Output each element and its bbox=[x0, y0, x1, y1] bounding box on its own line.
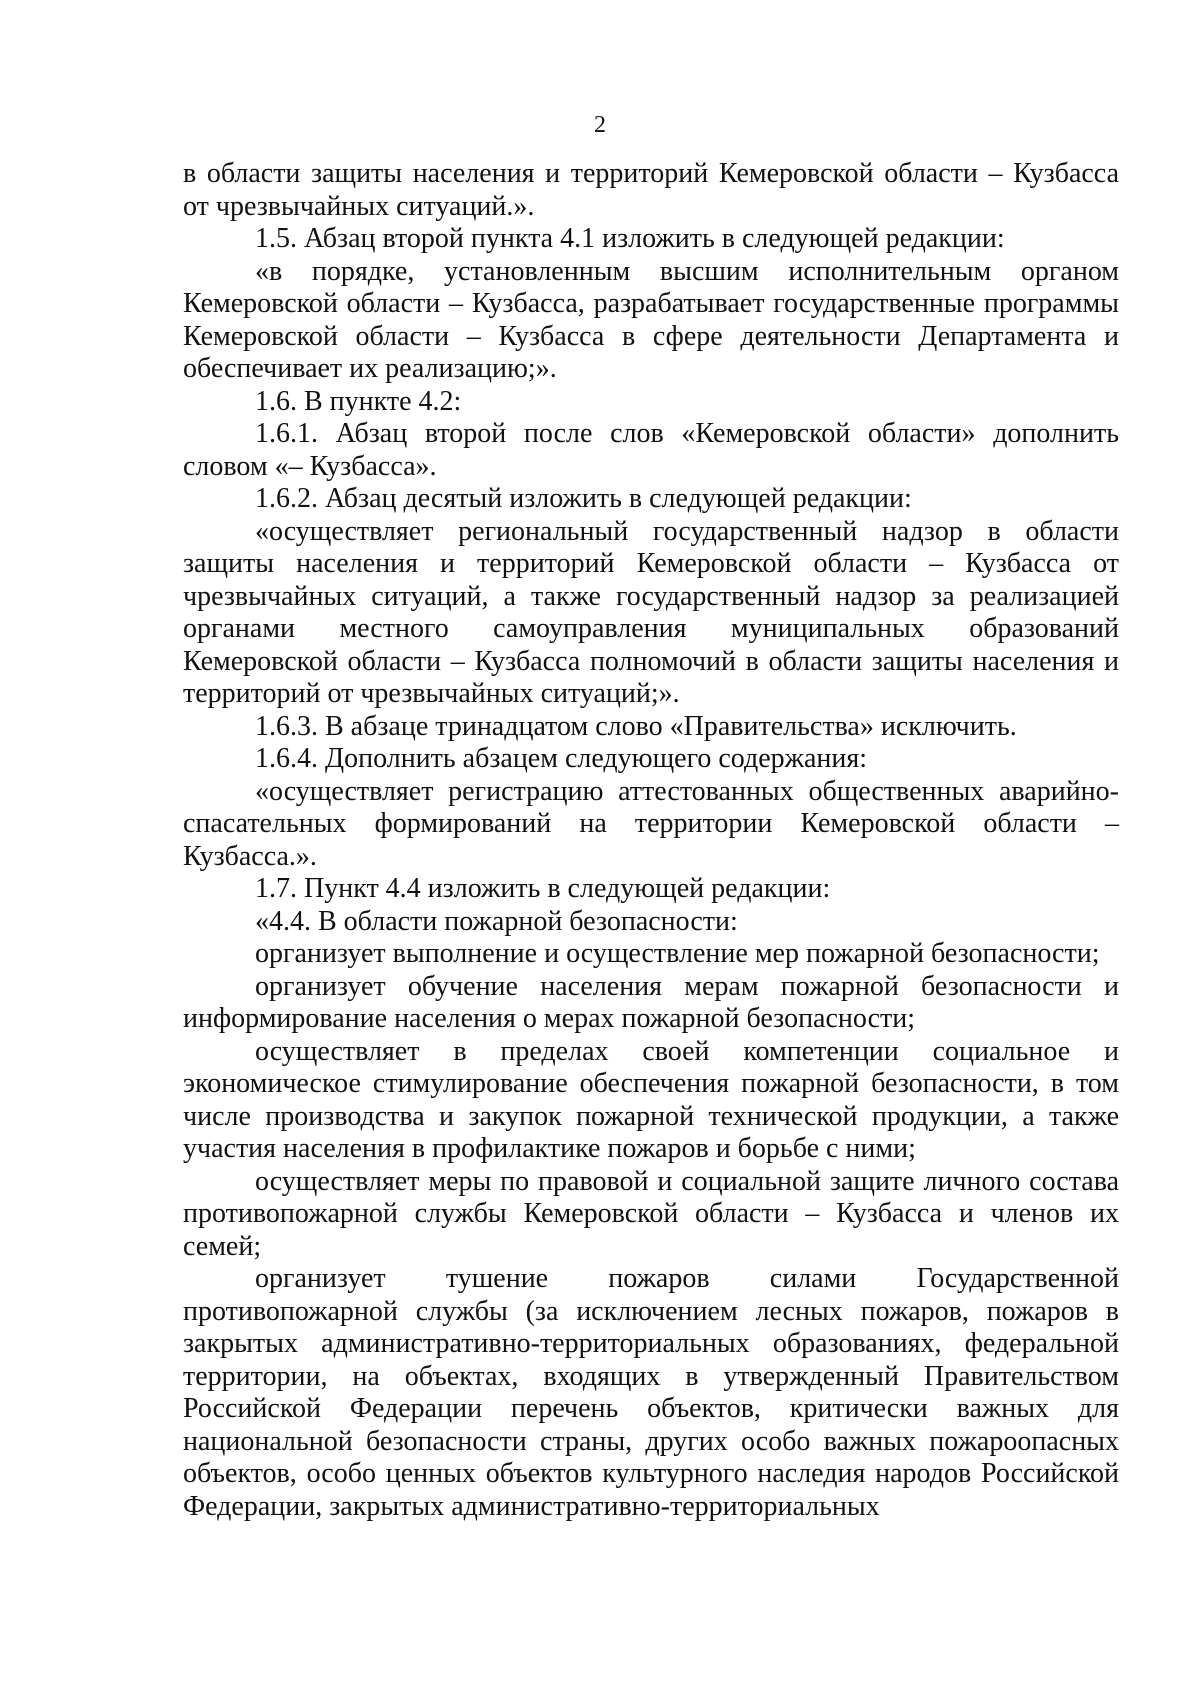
paragraph-3: «в порядке, установленным высшим исполнительным органом Кемеровской области – Кузбасса, разрабатывает государственные программы Кемеровской области – Кузбасса в сфере деятельности Департамента и обеспечивает их реализацию;». bbox=[183, 255, 1119, 384]
paragraph-14: организует обучение населения мерам пожарной безопасности и информирование населения о мерах пожарной безопасности; bbox=[183, 970, 1119, 1034]
page-number: 2 bbox=[594, 112, 606, 138]
paragraph-13: организует выполнение и осуществление мер пожарной безопасности; bbox=[255, 938, 1100, 969]
paragraph-7: «осуществляет региональный государственный надзор в области защиты населения и территорий Кемеровской области – Кузбасса от чрезвычайных ситуаций, а также государственный надзор за реализацией органами местного самоуправления муниципальных образований Кемеровской области – Кузбасса полномочий в области защиты населения и территорий от чрезвычайных ситуаций;». bbox=[183, 515, 1119, 709]
document-body bbox=[183, 158, 1119, 1523]
paragraph-5: 1.6.1. Абзац второй после слов «Кемеровской области» дополнить словом «– Кузбасса». bbox=[183, 418, 1119, 482]
paragraph-1: в области защиты населения и территорий Кемеровской области – Кузбасса от чрезвычайных ситуаций.». bbox=[183, 158, 1119, 222]
paragraph-2: 1.5. Абзац второй пункта 4.1 изложить в следующей редакции: bbox=[255, 223, 1005, 254]
paragraph-4: 1.6. В пункте 4.2: bbox=[255, 385, 462, 417]
paragraph-16: осуществляет меры по правовой и социальной защите личного состава противопожарной службы Кемеровской области – Кузбасса и членов их семей; bbox=[183, 1165, 1119, 1262]
paragraph-17: организует тушение пожаров силами Государственной противопожарной службы (за исключением лесных пожаров, пожаров в закрытых административно-территориальных образованиях, федеральной территории, на объектах, входящих в утвержденный Правительством Российской Федерации перечень объектов, критически важных для национальной безопасности страны, других особо важных пожароопасных объектов, особо ценных объектов культурного наследия народов Российской Федерации, закрытых административно-территориальных bbox=[183, 1263, 1119, 1522]
paragraph-12: «4.4. В области пожарной безопасности: bbox=[255, 905, 738, 937]
paragraph-15: осуществляет в пределах своей компетенции социальное и экономическое стимулирование обеспечения пожарной безопасности, в том числе производства и закупок пожарной технической продукции, а также участия населения в профилактике пожаров и борьбе с ними; bbox=[183, 1035, 1119, 1164]
paragraph-10: «осуществляет регистрацию аттестованных общественных аварийно-спасательных формирований на территории Кемеровской области – Кузбасса.». bbox=[183, 775, 1119, 872]
paragraph-8: 1.6.3. В абзаце тринадцатом слово «Правительства» исключить. bbox=[255, 710, 1017, 742]
paragraph-6: 1.6.2. Абзац десятый изложить в следующей редакции: bbox=[255, 483, 912, 514]
paragraph-9: 1.6.4. Дополнить абзацем следующего содержания: bbox=[255, 743, 868, 774]
paragraph-11: 1.7. Пункт 4.4 изложить в следующей редакции: bbox=[255, 873, 831, 904]
